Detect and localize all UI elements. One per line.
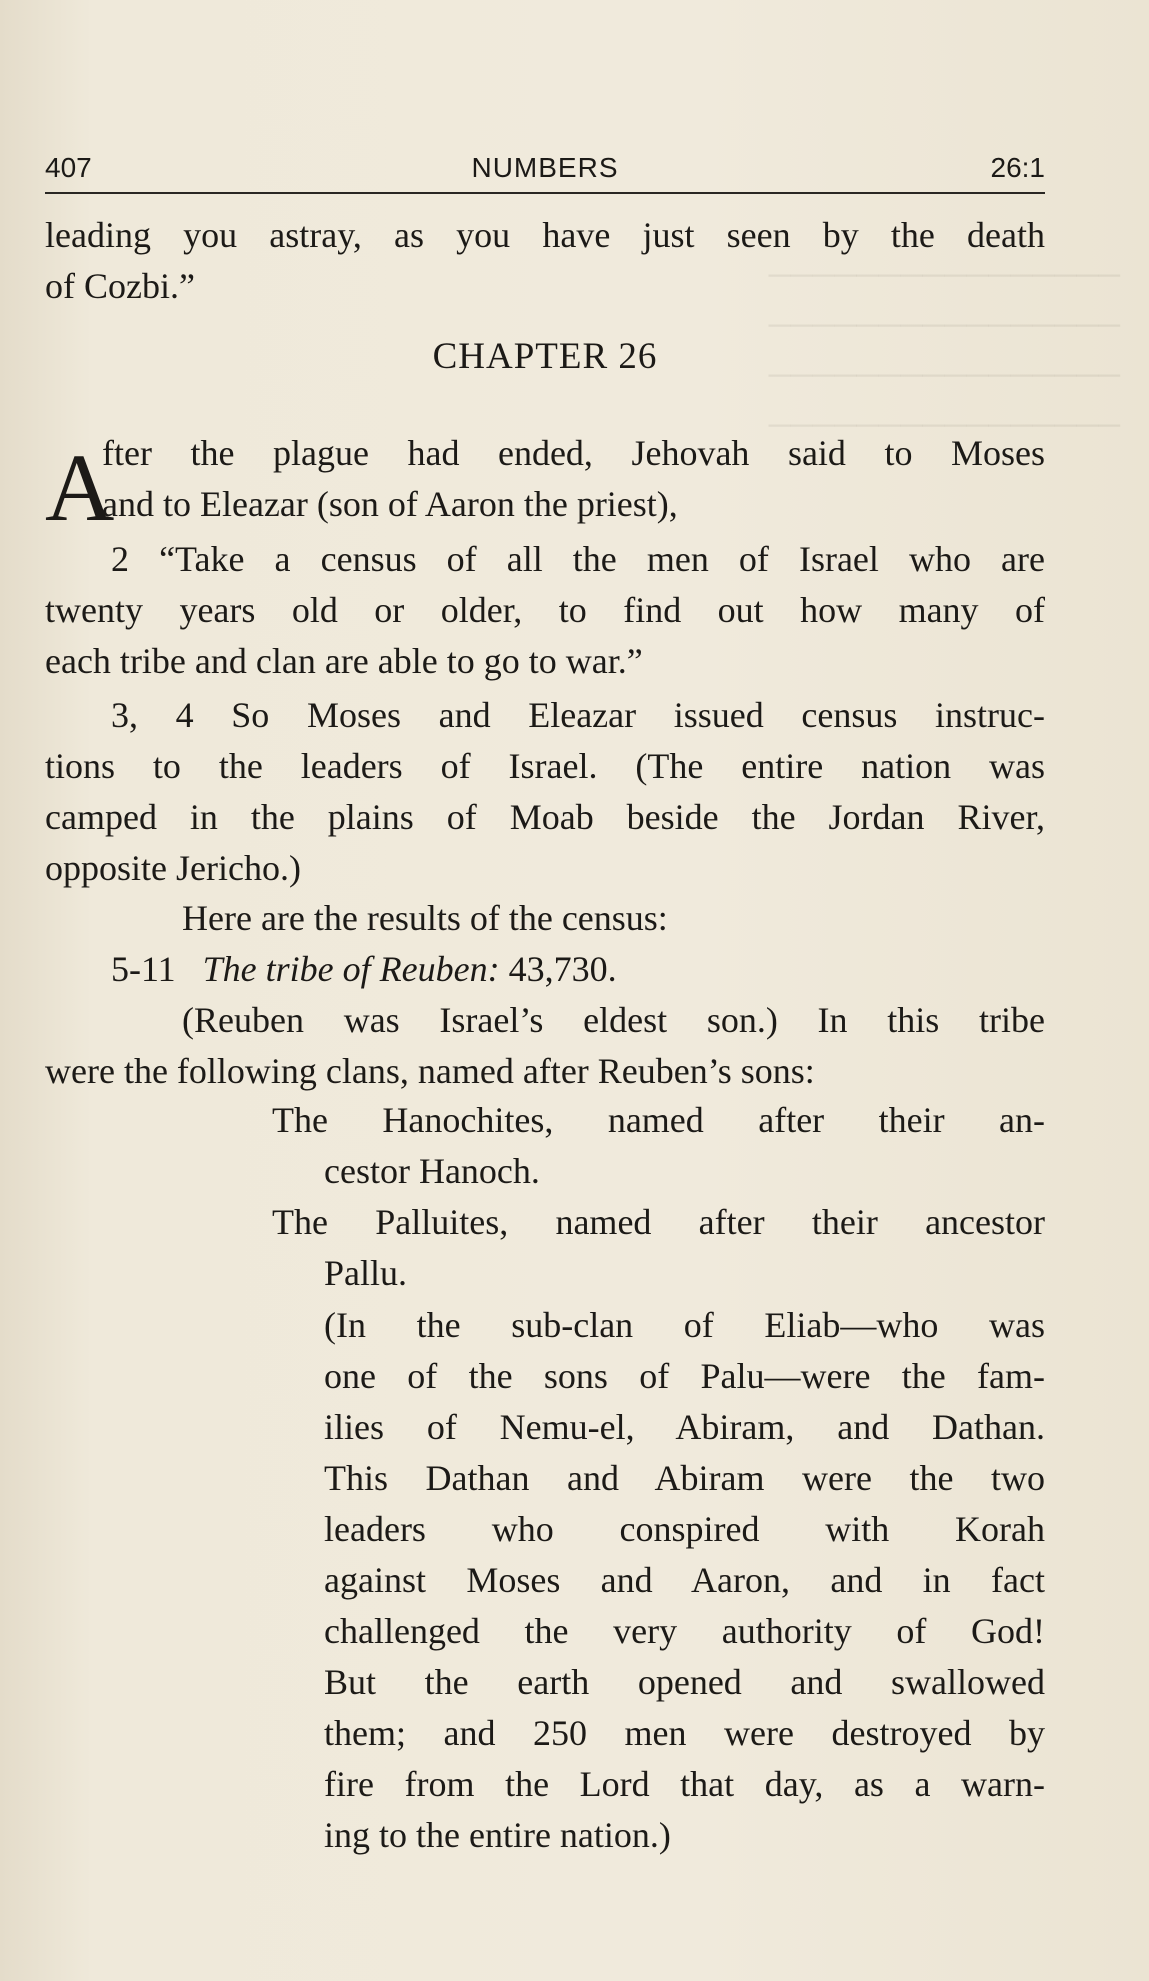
verse-line: tions to the leaders of Israel. (The entire nation was (45, 746, 1045, 786)
header-verse-reference: 26:1 (990, 152, 1045, 183)
verse-line: and to Eleazar (son of Aaron the priest), (102, 484, 678, 524)
clan-list (272, 1095, 1045, 1299)
verse-3-4 (45, 690, 1045, 894)
tribe-line (45, 944, 1045, 995)
subclan-line: ilies of Nemu-el, Abiram, and Dathan. (324, 1407, 1045, 1447)
verse-line: fter the plague had ended, Jehovah said to Moses (102, 433, 1045, 473)
verse-line: each tribe and clan are able to go to war.” (45, 641, 643, 681)
subclan-line: fire from the Lord that day, as a warn- (324, 1764, 1045, 1804)
intro-line: leading you astray, as you have just seen by the death (45, 215, 1045, 255)
subclan-line: (In the sub-clan of Eliab—who was (324, 1305, 1045, 1345)
header-book-title: NUMBERS (471, 152, 619, 183)
subclan-line: one of the sons of Palu—were the fam- (324, 1356, 1045, 1396)
census-results (45, 893, 1045, 1097)
intro-paragraph (45, 210, 1045, 312)
header-page-number: 407 (45, 152, 92, 183)
tribe-count: 43,730. (508, 949, 617, 989)
subclan-paragraph (324, 1300, 1045, 1861)
clan-line: The Palluites, named after their ancestor (272, 1202, 1045, 1242)
tribe-name: The tribe of Reuben: (202, 949, 500, 989)
tribe-verse-ref: 5-11 (111, 949, 176, 989)
subclan-line: challenged the very authority of God! (324, 1611, 1045, 1651)
subclan-line: But the earth opened and swallowed (324, 1662, 1045, 1702)
subclan-line: against Moses and Aaron, and in fact (324, 1560, 1045, 1600)
bleed-through-decoration: ──────────────── ──────────────── ──────────────── ──────────────── (768, 257, 1120, 442)
clan-line: Pallu. (324, 1253, 408, 1293)
verse-line: camped in the plains of Moab beside the Jordan River, (45, 797, 1045, 837)
reuben-note-line: were the following clans, named after Reuben’s sons: (45, 1051, 815, 1091)
verse-line: 2 “Take a census of all the men of Israel who are (111, 539, 1045, 579)
verse-1 (102, 428, 1045, 530)
subclan-line: them; and 250 men were destroyed by (324, 1713, 1045, 1753)
verse-line: 3, 4 So Moses and Eleazar issued census instruc- (111, 695, 1045, 735)
results-intro: Here are the results of the census: (182, 898, 668, 938)
running-header (45, 148, 1045, 194)
drop-cap: A (45, 434, 115, 541)
subclan-line: ing to the entire nation.) (324, 1815, 671, 1855)
subclan-line: leaders who conspired with Korah (324, 1509, 1045, 1549)
verse-line: opposite Jericho.) (45, 848, 301, 888)
verse-line: twenty years old or older, to find out how many of (45, 590, 1045, 630)
chapter-title: CHAPTER 26 (432, 336, 658, 377)
clan-line: The Hanochites, named after their an- (272, 1100, 1045, 1140)
verse-2 (45, 534, 1045, 687)
reuben-note-line: (Reuben was Israel’s eldest son.) In this tribe (182, 1000, 1045, 1040)
intro-line: of Cozbi.” (45, 266, 195, 306)
clan-line: cestor Hanoch. (324, 1151, 540, 1191)
subclan-line: This Dathan and Abiram were the two (324, 1458, 1045, 1498)
